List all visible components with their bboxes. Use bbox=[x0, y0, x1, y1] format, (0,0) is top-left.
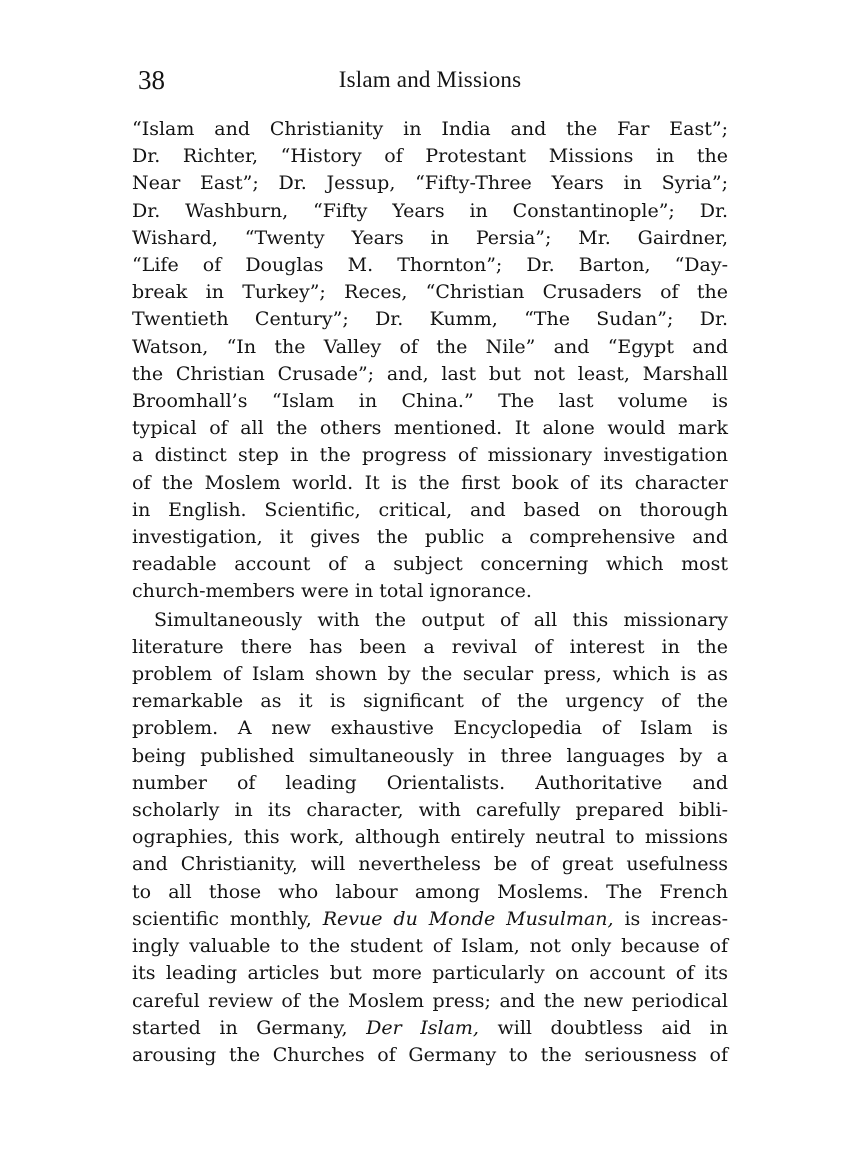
text-line: break in Turkey”; Reces, “Christian Crusaders of the bbox=[132, 281, 728, 304]
text-line bbox=[132, 906, 728, 933]
running-title: Islam and Missions bbox=[338, 67, 522, 92]
text-line: Dr. Richter, “History of Protestant Missions in the bbox=[132, 145, 728, 168]
text-line: careful review of the Moslem press; and the new periodical bbox=[132, 989, 728, 1012]
text-line: and Christianity, will nevertheless be of great usefulness bbox=[132, 853, 728, 876]
text-line: Dr. Washburn, “Fifty Years in Constantinople”; Dr. bbox=[132, 199, 728, 222]
text-line: of the Moslem world. It is the first book of its character bbox=[132, 471, 728, 494]
text-line: in English. Scientific, critical, and based on thorough bbox=[132, 498, 728, 521]
text-line: church-members were in total ignorance. bbox=[132, 580, 532, 603]
text-line: the Christian Crusade”; and, last but not least, Marshall bbox=[132, 362, 728, 385]
text-line: Watson, “In the Valley of the Nile” and “Egypt and bbox=[132, 335, 728, 358]
paragraph-2 bbox=[132, 607, 728, 1069]
text-line: its leading articles but more particularly on account of its bbox=[132, 962, 728, 985]
line-text: started in Germany, bbox=[132, 1016, 367, 1039]
text-line: being published simultaneously in three languages by a bbox=[132, 744, 728, 767]
text-line: remarkable as it is significant of the urgency of the bbox=[132, 690, 728, 713]
body-text bbox=[132, 116, 728, 1069]
text-line: Near East”; Dr. Jessup, “Fifty-Three Years in Syria”; bbox=[132, 172, 728, 195]
text-line: a distinct step in the progress of missionary investigation bbox=[132, 444, 728, 467]
text-line: literature there has been a revival of interest in the bbox=[132, 635, 728, 658]
text-line: scholarly in its character, with carefully prepared bibli- bbox=[132, 799, 728, 822]
text-line: to all those who labour among Moslems. The French bbox=[132, 880, 728, 903]
line-text: will doubtless aid in bbox=[478, 1016, 728, 1039]
text-line: Twentieth Century”; Dr. Kumm, “The Sudan”; Dr. bbox=[132, 308, 728, 331]
text-line bbox=[132, 1015, 728, 1042]
text-line: “Islam and Christianity in India and the Far East”; bbox=[132, 118, 728, 140]
paragraph-1 bbox=[132, 116, 728, 606]
text-line: ingly valuable to the student of Islam, not only because of bbox=[132, 935, 728, 958]
page-number: 38 bbox=[138, 65, 165, 95]
line-text: is increas- bbox=[613, 907, 729, 930]
text-line: readable account of a subject concerning which most bbox=[132, 553, 728, 576]
text-line: problem. A new exhaustive Encyclopedia of Islam is bbox=[132, 717, 728, 740]
text-line: problem of Islam shown by the secular press, which is as bbox=[132, 663, 728, 686]
text-line: number of leading Orientalists. Authoritative and bbox=[132, 771, 728, 794]
text-line: arousing the Churches of Germany to the seriousness of bbox=[132, 1043, 728, 1066]
text-line: ographies, this work, although entirely neutral to missions bbox=[132, 826, 728, 849]
line-text: scientific monthly, bbox=[132, 907, 323, 930]
text-line: Broomhall’s “Islam in China.” The last volume is bbox=[132, 390, 728, 413]
text-line: Wishard, “Twenty Years in Persia”; Mr. Gairdner, bbox=[132, 226, 728, 249]
text-line: typical of all the others mentioned. It alone would mark bbox=[132, 417, 728, 440]
running-head bbox=[130, 62, 730, 98]
journal-title-revue: Revue du Monde Musulman, bbox=[322, 907, 614, 930]
text-line: Simultaneously with the output of all this missionary bbox=[154, 608, 728, 631]
text-line: “Life of Douglas M. Thornton”; Dr. Barton, “Day- bbox=[132, 254, 728, 277]
journal-title-der-islam: Der Islam, bbox=[366, 1016, 479, 1039]
text-line: investigation, it gives the public a comprehensive and bbox=[132, 526, 728, 549]
